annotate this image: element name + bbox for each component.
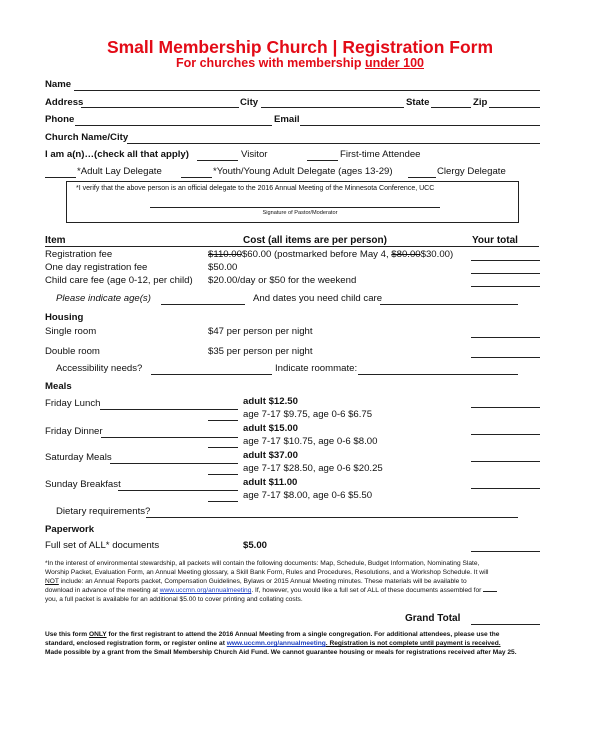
first-time-label: First-time Attendee xyxy=(340,149,421,160)
footer-line-2-end: . Registration is not complete until payment is received. xyxy=(325,640,501,647)
sunday-breakfast-total-field[interactable] xyxy=(471,488,540,489)
address-label: Address xyxy=(45,97,84,108)
friday-dinner-child: age 7-17 $10.75, age 0-6 $8.00 xyxy=(243,436,378,447)
friday-lunch-child: age 7-17 $9.75, age 0-6 $6.75 xyxy=(243,409,373,420)
single-room-cost: $47 per person per night xyxy=(208,326,313,337)
visitor-checkbox[interactable] xyxy=(197,160,238,161)
meals-heading: Meals xyxy=(45,381,72,392)
annual-meeting-link[interactable]: www.uccmn.org/annualmeeting xyxy=(159,587,252,594)
saturday-meals-field[interactable] xyxy=(110,463,238,464)
fineprint-checkbox[interactable] xyxy=(483,591,497,592)
footer-line-2-start: standard, enclosed registration form, or register online at xyxy=(45,640,227,647)
church-field[interactable] xyxy=(127,143,540,144)
subtitle-text: For churches with membership xyxy=(176,56,365,70)
dates-prompt: And dates you need child care xyxy=(253,293,383,304)
adult-lay-checkbox[interactable] xyxy=(45,177,76,178)
fineprint-line-1: *In the interest of environmental stewardship, all packets will contain the following documents: Map, Schedule, Budget Information, Nominating Slate, xyxy=(45,560,480,567)
form-subtitle xyxy=(0,56,600,70)
one-day-cost: $50.00 xyxy=(208,262,238,273)
saturday-meals-total-field[interactable] xyxy=(471,461,540,462)
accessibility-field[interactable] xyxy=(151,374,272,375)
registration-old-price-2: $80.00 xyxy=(391,249,421,260)
city-label: City xyxy=(240,97,259,108)
ages-field[interactable] xyxy=(161,304,245,305)
fineprint-line-4 xyxy=(45,586,497,595)
double-room-label: Double room xyxy=(45,346,100,357)
dates-field[interactable] xyxy=(380,304,518,305)
roommate-label: Indicate roommate: xyxy=(275,363,358,374)
youth-checkbox[interactable] xyxy=(181,177,212,178)
registration-label: Registration fee xyxy=(45,249,113,260)
footer-only: ONLY xyxy=(88,631,107,638)
fineprint-line-3-text: include: an Annual Reports packet, Compensation Guidelines, Bylaws or 2015 Annual Meeting minutes. These materials will be available to xyxy=(58,578,467,585)
first-time-checkbox[interactable] xyxy=(307,160,338,161)
fineprint-line-2: Worship Packet, Evaluation Form, an Annual Meeting glossary, a Skill Bank Form, Rules and Procedures, Resolutions, and a Workshop Schedule. It will xyxy=(45,569,489,576)
state-label: State xyxy=(406,97,430,108)
fineprint-line-3 xyxy=(45,577,467,586)
double-room-total-field[interactable] xyxy=(471,357,540,358)
fineprint-line-4-text: download in advance of the meeting at xyxy=(45,587,160,594)
child-care-cost: $20.00/day or $50 for the weekend xyxy=(208,275,357,286)
youth-label: *Youth/Young Adult Delegate (ages 13-29) xyxy=(213,166,393,177)
friday-lunch-label: Friday Lunch xyxy=(45,398,101,409)
zip-field[interactable] xyxy=(489,107,540,108)
dietary-label: Dietary requirements? xyxy=(56,506,151,517)
friday-lunch-adult: adult $12.50 xyxy=(243,396,298,407)
clergy-label: Clergy Delegate xyxy=(437,166,506,177)
sunday-breakfast-child: age 7-17 $8.00, age 0-6 $5.50 xyxy=(243,490,373,501)
form-title: Small Membership Church | Registration Form xyxy=(106,37,494,57)
paperwork-heading: Paperwork xyxy=(45,524,95,535)
footer-line-1-start: Use this form xyxy=(45,631,89,638)
single-room-label: Single room xyxy=(45,326,97,337)
roommate-field[interactable] xyxy=(358,374,518,375)
accessibility-label: Accessibility needs? xyxy=(56,363,143,374)
friday-dinner-child-field[interactable] xyxy=(208,447,238,448)
role-prompt: I am a(n)…(check all that apply) xyxy=(45,149,189,160)
cost-header: Cost (all items are per person) xyxy=(243,235,387,246)
friday-dinner-adult: adult $15.00 xyxy=(243,423,298,434)
grand-total-field[interactable] xyxy=(471,624,540,625)
friday-lunch-child-field[interactable] xyxy=(208,420,238,421)
documents-total-field[interactable] xyxy=(471,551,540,552)
housing-heading: Housing xyxy=(45,312,84,323)
signature-field[interactable] xyxy=(150,207,440,208)
sunday-breakfast-adult: adult $11.00 xyxy=(243,477,298,488)
zip-label: Zip xyxy=(473,97,488,108)
saturday-meals-child: age 7-17 $28.50, age 0-6 $20.25 xyxy=(243,463,383,474)
one-day-label: One day registration fee xyxy=(45,262,148,273)
child-care-label: Child care fee (age 0-12, per child) xyxy=(45,275,193,286)
church-label: Church Name/City xyxy=(45,132,129,143)
friday-dinner-total-field[interactable] xyxy=(471,434,540,435)
one-day-total-field[interactable] xyxy=(471,273,540,274)
registration-total-field[interactable] xyxy=(471,260,540,261)
verification-statement: *I verify that the above person is an official delegate to the 2016 Annual Meeting of the Minnesota Conference, UCC xyxy=(76,185,435,192)
dietary-field[interactable] xyxy=(146,517,518,518)
subtitle-emphasis: under 100 xyxy=(364,56,424,70)
fineprint-not: NOT xyxy=(45,578,59,585)
header-rule xyxy=(45,246,539,247)
register-online-link[interactable]: www.uccmn.org/annualmeeting xyxy=(226,640,326,647)
city-field[interactable] xyxy=(261,107,404,108)
total-header: Your total xyxy=(472,235,518,246)
friday-dinner-field[interactable] xyxy=(101,437,238,438)
footer-line-3: Made possible by a grant from the Small Membership Church Aid Fund. We cannot guarantee housing or meals for registrations received after May 25. xyxy=(45,649,517,656)
sunday-breakfast-field[interactable] xyxy=(118,490,238,491)
fineprint-line-5: you, a full packet is available for an additional $5.00 to cover printing and collating costs. xyxy=(45,596,303,603)
footer-line-1 xyxy=(45,630,565,639)
phone-label: Phone xyxy=(45,114,75,125)
grand-total-label: Grand Total xyxy=(405,613,461,624)
signature-caption: Signature of Pastor/Moderator xyxy=(262,210,338,216)
documents-cost: $5.00 xyxy=(243,540,268,551)
friday-lunch-field[interactable] xyxy=(100,409,238,410)
visitor-label: Visitor xyxy=(241,149,268,160)
email-label: Email xyxy=(274,114,300,125)
footer-line-1-end: for the first registrant to attend the 2016 Annual Meeting from a single congregation. For additional attendees, please use the xyxy=(106,631,500,638)
documents-label: Full set of ALL* documents xyxy=(45,540,160,551)
name-field[interactable] xyxy=(74,90,540,91)
fineprint-line-4-end: . If, however, you would like a full set of ALL of these documents assembled for xyxy=(251,587,482,594)
sunday-breakfast-child-field[interactable] xyxy=(208,501,238,502)
email-field[interactable] xyxy=(300,125,540,126)
item-header: Item xyxy=(45,235,66,246)
registration-new-price: $60.00 (postmarked before May 4, xyxy=(241,249,392,260)
clergy-checkbox[interactable] xyxy=(408,177,436,178)
registration-new-price-2: $30.00) xyxy=(420,249,454,260)
adult-lay-label: *Adult Lay Delegate xyxy=(77,166,162,177)
registration-old-price: $110.00 xyxy=(208,249,242,260)
double-room-cost: $35 per person per night xyxy=(208,346,313,357)
address-field[interactable] xyxy=(81,107,239,108)
sunday-breakfast-label: Sunday Breakfast xyxy=(45,479,121,490)
state-field[interactable] xyxy=(431,107,471,108)
name-label: Name xyxy=(45,79,72,90)
single-room-total-field[interactable] xyxy=(471,337,540,338)
saturday-meals-child-field[interactable] xyxy=(208,474,238,475)
saturday-meals-label: Saturday Meals xyxy=(45,452,112,463)
friday-dinner-label: Friday Dinner xyxy=(45,426,103,437)
saturday-meals-adult: adult $37.00 xyxy=(243,450,298,461)
friday-lunch-total-field[interactable] xyxy=(471,407,540,408)
ages-prompt: Please indicate age(s) xyxy=(56,293,151,304)
registration-cost xyxy=(208,249,453,260)
phone-field[interactable] xyxy=(75,125,272,126)
footer-line-2 xyxy=(45,639,565,648)
child-care-total-field[interactable] xyxy=(471,286,540,287)
